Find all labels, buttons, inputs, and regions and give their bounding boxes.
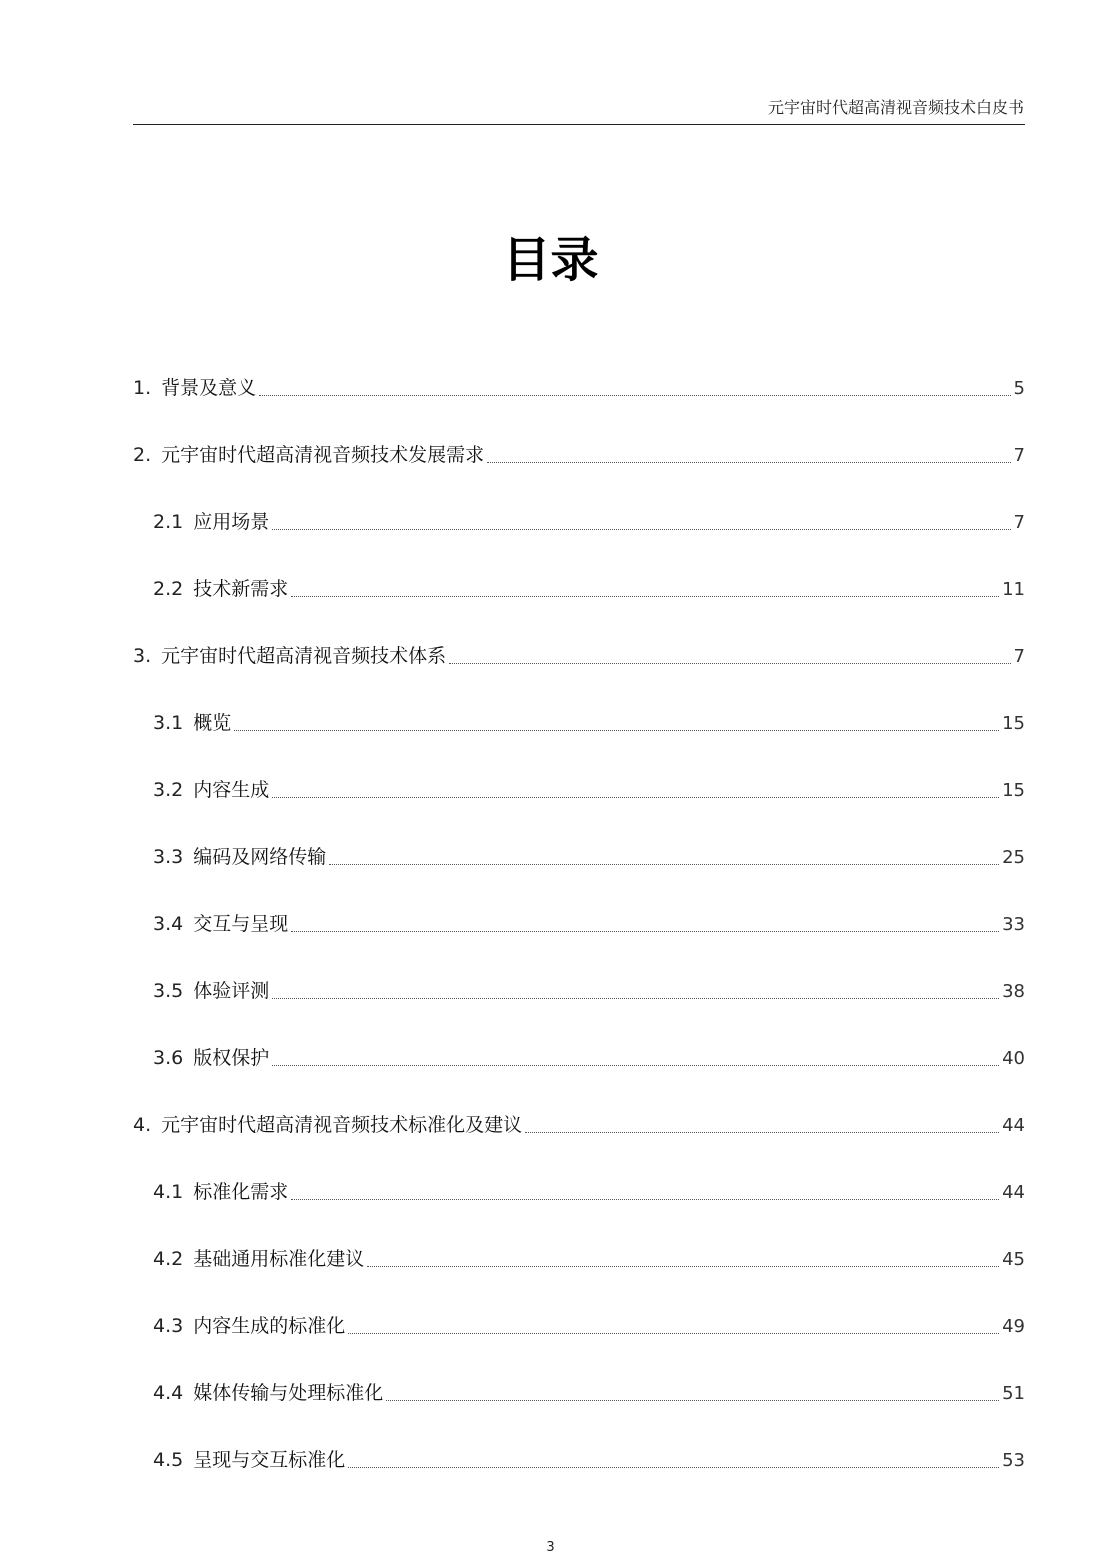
toc-entry-text[interactable]: 应用场景 [193, 511, 270, 533]
toc-entry-page: 44 [1002, 1182, 1025, 1203]
toc-entry-page: 25 [1002, 847, 1025, 868]
toc-entry-number: 4.1 [153, 1181, 184, 1203]
toc-entry-text[interactable]: 元宇宙时代超高清视音频技术标准化及建议 [161, 1114, 523, 1136]
toc-entry-number: 4.2 [153, 1248, 184, 1270]
toc-entry-page: 33 [1002, 914, 1025, 935]
page-number: 3 [546, 1540, 555, 1555]
toc-entry[interactable] [133, 839, 1025, 906]
toc-entry-text[interactable]: 背景及意义 [161, 377, 257, 399]
toc-dot-leader [329, 863, 999, 865]
toc-entry-number: 3.5 [153, 980, 184, 1002]
toc-dot-leader [259, 394, 1010, 396]
toc-dot-leader [272, 997, 999, 999]
toc-entry-page: 38 [1002, 981, 1025, 1002]
toc-entry[interactable] [133, 772, 1025, 839]
toc-entry-number: 4.5 [153, 1449, 184, 1471]
toc-entry-text[interactable]: 元宇宙时代超高清视音频技术发展需求 [161, 444, 485, 466]
toc-dot-leader [272, 1064, 999, 1066]
toc-entry-page: 45 [1002, 1249, 1025, 1270]
toc-entry-number: 3.2 [153, 779, 184, 801]
toc-entry-text[interactable]: 技术新需求 [193, 578, 289, 600]
toc-entry-text[interactable]: 概览 [193, 712, 232, 734]
toc-dot-leader [272, 528, 1010, 530]
toc-dot-leader [487, 461, 1010, 463]
toc-entry-text[interactable]: 元宇宙时代超高清视音频技术体系 [161, 645, 447, 667]
toc-dot-leader [367, 1265, 999, 1267]
toc-entry-text[interactable]: 内容生成 [193, 779, 270, 801]
toc-entry-number: 1. [133, 377, 152, 399]
toc-entry-text[interactable]: 编码及网络传输 [193, 846, 327, 868]
toc-entry-page: 44 [1002, 1115, 1025, 1136]
toc-entry[interactable] [133, 1040, 1025, 1107]
toc-entry-page: 51 [1002, 1383, 1025, 1404]
toc-entry-number: 3.4 [153, 913, 184, 935]
toc-dot-leader [291, 595, 999, 597]
toc-entry-text[interactable]: 交互与呈现 [193, 913, 289, 935]
toc-dot-leader [272, 796, 999, 798]
toc-entry[interactable] [133, 571, 1025, 638]
toc-entry-page: 53 [1002, 1450, 1025, 1471]
toc-dot-leader [291, 930, 999, 932]
toc-entry[interactable] [133, 437, 1025, 504]
toc-entry-page: 7 [1013, 445, 1025, 466]
toc-entry[interactable] [133, 1308, 1025, 1375]
toc-entry[interactable] [133, 1442, 1025, 1509]
toc-list [133, 370, 1025, 1509]
toc-entry[interactable] [133, 906, 1025, 973]
toc-title: 目录 [502, 232, 599, 288]
toc-entry-page: 11 [1002, 579, 1025, 600]
toc-entry[interactable] [133, 705, 1025, 772]
toc-entry-number: 4. [133, 1114, 152, 1136]
toc-entry-number: 3. [133, 645, 152, 667]
toc-entry[interactable] [133, 973, 1025, 1040]
toc-dot-leader [386, 1399, 999, 1401]
toc-entry-text[interactable]: 内容生成的标准化 [193, 1315, 346, 1337]
toc-entry-page: 5 [1013, 378, 1025, 399]
toc-entry[interactable] [133, 370, 1025, 437]
toc-dot-leader [348, 1332, 999, 1334]
toc-entry-number: 2.1 [153, 511, 184, 533]
toc-entry-text[interactable]: 基础通用标准化建议 [193, 1248, 365, 1270]
toc-entry-number: 4.4 [153, 1382, 184, 1404]
header-divider [133, 124, 1025, 125]
toc-entry-page: 15 [1002, 780, 1025, 801]
toc-dot-leader [234, 729, 999, 731]
toc-dot-leader [291, 1198, 999, 1200]
toc-entry-text[interactable]: 体验评测 [193, 980, 270, 1002]
toc-entry[interactable] [133, 1174, 1025, 1241]
toc-entry-page: 40 [1002, 1048, 1025, 1069]
toc-entry-page: 15 [1002, 713, 1025, 734]
toc-entry[interactable] [133, 638, 1025, 705]
toc-entry-text[interactable]: 呈现与交互标准化 [193, 1449, 346, 1471]
toc-entry-number: 2.2 [153, 578, 184, 600]
toc-entry[interactable] [133, 1375, 1025, 1442]
toc-dot-leader [449, 662, 1010, 664]
toc-entry[interactable] [133, 504, 1025, 571]
toc-entry-number: 3.6 [153, 1047, 184, 1069]
toc-entry-number: 3.1 [153, 712, 184, 734]
toc-entry-page: 49 [1002, 1316, 1025, 1337]
toc-dot-leader [525, 1131, 999, 1133]
toc-entry-page: 7 [1013, 646, 1025, 667]
toc-entry-text[interactable]: 版权保护 [193, 1047, 270, 1069]
toc-entry-number: 4.3 [153, 1315, 184, 1337]
toc-entry-page: 7 [1013, 512, 1025, 533]
toc-entry[interactable] [133, 1107, 1025, 1174]
toc-entry-text[interactable]: 标准化需求 [193, 1181, 289, 1203]
running-header-title: 元宇宙时代超高清视音频技术白皮书 [767, 98, 1024, 117]
toc-entry[interactable] [133, 1241, 1025, 1308]
toc-entry-number: 3.3 [153, 846, 184, 868]
toc-entry-text[interactable]: 媒体传输与处理标准化 [193, 1382, 384, 1404]
toc-entry-number: 2. [133, 444, 152, 466]
toc-dot-leader [348, 1466, 999, 1468]
